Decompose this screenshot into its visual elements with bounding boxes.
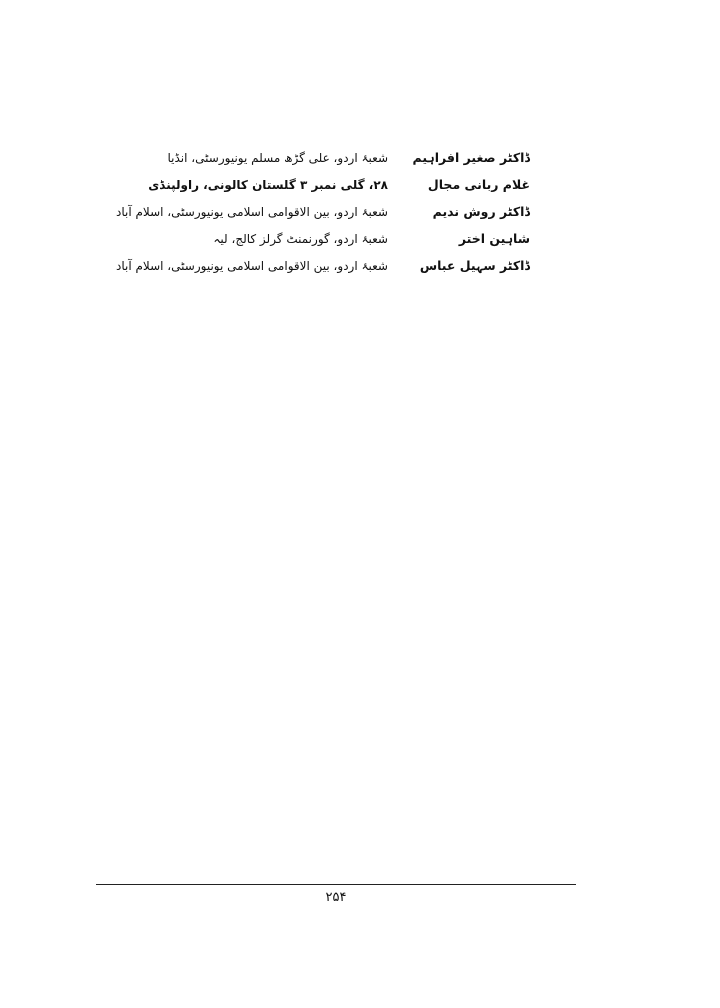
contributor-name: شاہین اختر <box>458 231 530 246</box>
contributor-affiliation: شعبۂ اردو، گورنمنٹ گرلز کالج، لیہ <box>213 232 388 246</box>
footer-rule <box>96 884 576 885</box>
page-number: ۲۵۴ <box>325 890 347 905</box>
contributor-row <box>150 175 530 202</box>
contributor-name: ڈاکٹر سہیل عباس <box>419 258 530 273</box>
contributor-row <box>116 202 530 229</box>
contributor-row <box>150 229 530 256</box>
contributor-affiliation: ۲۸، گلی نمبر ۳ گلستان کالونی، راولپنڈی <box>148 178 388 192</box>
contributor-name: ڈاکٹر روش ندیم <box>432 204 530 219</box>
contributors-list <box>116 148 530 283</box>
contributor-name: ڈاکٹر صغیر افراہیم <box>412 150 530 165</box>
contributor-affiliation: شعبۂ اردو، علی گڑھ مسلم یونیورسٹی، انڈیا <box>167 151 388 165</box>
contributor-row <box>116 256 530 283</box>
contributor-affiliation: شعبۂ اردو، بین الاقوامی اسلامی یونیورسٹی، اسلام آباد <box>116 205 388 219</box>
contributor-row <box>150 148 530 175</box>
contributor-affiliation: شعبۂ اردو، بین الاقوامی اسلامی یونیورسٹی، اسلام آباد <box>116 259 388 273</box>
contributor-name: غلام ربانی مجال <box>427 177 530 192</box>
